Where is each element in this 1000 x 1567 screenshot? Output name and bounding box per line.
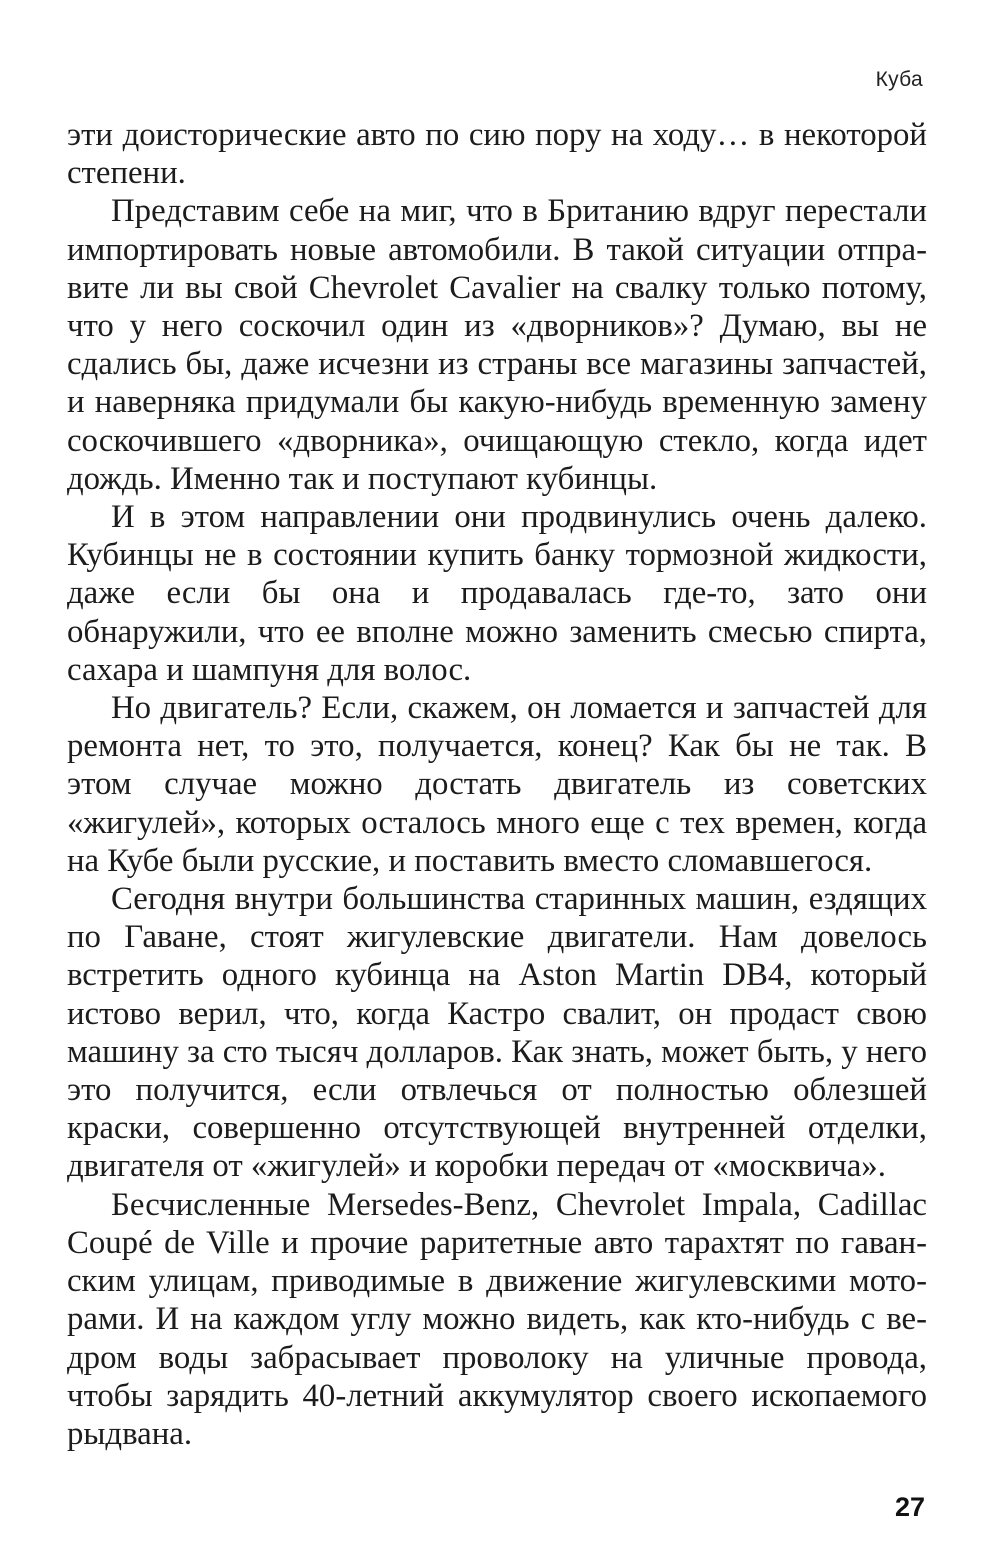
paragraph-aston-martin: Сегодня внутри большинства старинных машин, ездящих по Гаване, стоят жигулевские двигатели. Нам довелось встретить одного кубинца на Aston Martin DB4, который истово верил, что, когда Кастро свалит, он продаст свою машину за сто тысяч долларов. Как знать, может быть, у него это получится, если отвлечься от полностью облезшей краски, совершенно отсутствующей внутренней отделки, двигателя от «жигулей» и коробки передач от «москвича». bbox=[67, 881, 927, 1185]
paragraph-havana-streets: Бесчисленные Mersedes-Benz, Chevrolet Impala, Cadillac Coupé de Ville и прочие раритетные авто тарахтят по гаванским улицам, приводимые в движение жигулевскими моторами. И на каждом углу можно видеть, как кто-нибудь с ведром воды забрасывает проволоку на уличные провода, чтобы зарядить 40-летний аккумулятор своего ископаемого рыдвана. bbox=[67, 1186, 927, 1452]
paragraph-britain: Представим себе на миг, что в Британию вдруг перестали импортировать новые автомобили. В такой ситуации отправите ли вы свой Chevrolet Cavalier на свалку только потому, что у него соскочил один из «дворников»? Думаю, вы не сдались бы, даже исчезни из страны все магазины запчастей, и наверняка придумали бы какую-нибудь временную замену соскочившего «дворника», очищающую стекло, когда идет дождь. Именно так и поступают кубинцы. bbox=[67, 193, 927, 497]
paragraph-continued: эти доисторические авто по сию пору на ходу… в некоторой степени. bbox=[67, 117, 927, 192]
running-head: Куба bbox=[875, 68, 923, 91]
paragraph-engine: Но двигатель? Если, скажем, он ломается и запчастей для ремонта нет, то это, получается, конец? Как бы не так. В этом случае можно достать двигатель из советских «жигулей», которых осталось много еще с тех времен, когда на Кубе были русские, и поставить вместо сломавшегося. bbox=[67, 690, 927, 879]
paragraph-brake-fluid: И в этом направлении они продвинулись очень далеко. Кубинцы не в состоянии купить банку тормозной жидкости, даже если бы она и продавалась где-то, зато они обнаружили, что ее вполне можно заменить смесью спирта, сахара и шампуня для волос. bbox=[67, 499, 927, 688]
page-number: 27 bbox=[894, 1492, 925, 1522]
body-text bbox=[67, 116, 927, 1453]
